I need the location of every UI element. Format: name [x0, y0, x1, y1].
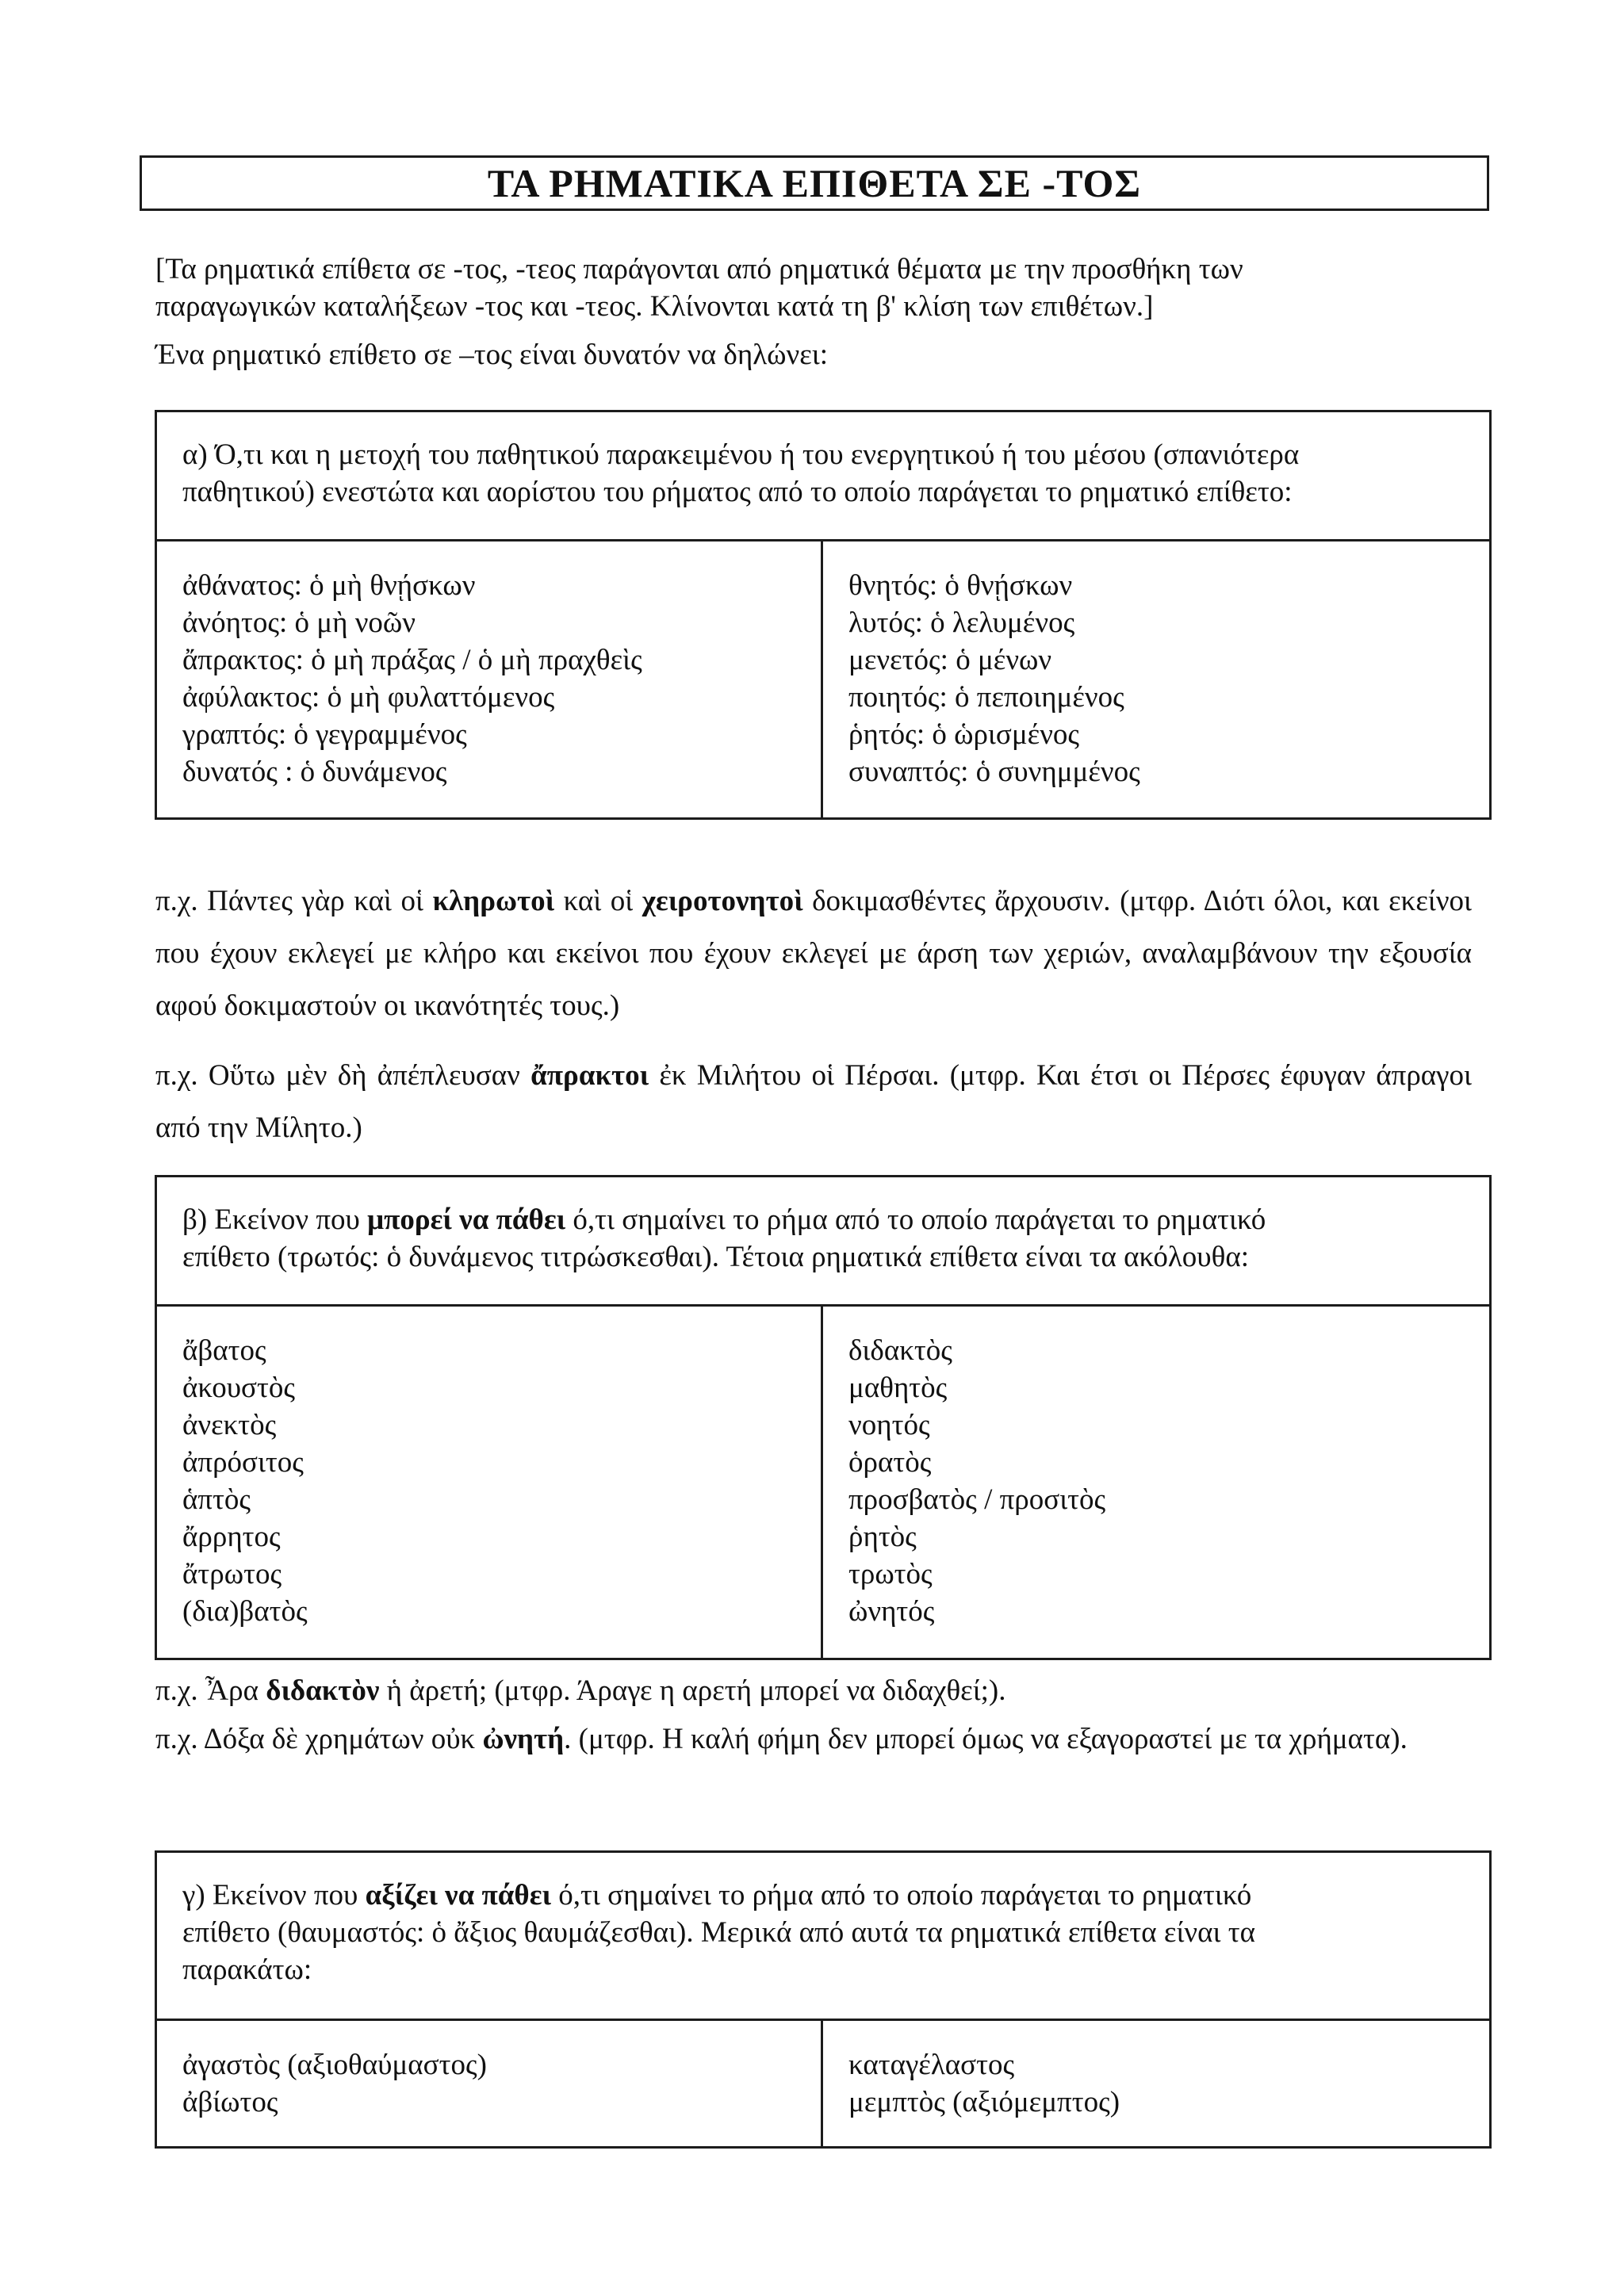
- list-item: (δια)βατὸς: [182, 1595, 308, 1628]
- list-item: ὠνητός: [848, 1595, 935, 1628]
- list-item: γραπτός: ὁ γεγραμμένος: [182, 718, 467, 751]
- intro-line-1: [Τα ρηματικά επίθετα σε -τος, -τεος παράγονται από ρηματικά θέματα με την προσθήκη των: [155, 253, 1243, 285]
- intro-line-3: Ένα ρηματικό επίθετο σε –τος είναι δυνατόν να δηλώνει:: [155, 339, 829, 371]
- list-item: ἀνόητος: ὁ μὴ νοῶν: [182, 607, 416, 639]
- list-item: θνητός: ὁ θνῄσκων: [848, 569, 1073, 602]
- section-a-right-column: [823, 541, 1489, 817]
- list-item: ἀνεκτὸς: [182, 1409, 277, 1441]
- list-item: ποιητός: ὁ πεποιημένος: [848, 681, 1124, 714]
- example-3-paragraph: π.χ. Ἆρα διδακτὸν ἡ ἀρετή; (μτφρ. Άραγε η αρετή μπορεί να διδαχθεί;).: [155, 1674, 1006, 1707]
- list-item: ἀθάνατος: ὁ μὴ θνῄσκων: [182, 569, 476, 602]
- section-c-heading: γ) Εκείνον που αξίζει να πάθει ό,τι σημαίνει το ρήμα από το οποίο παράγεται το ρηματικό επίθετο (θαυμαστός: ὁ ἄξιος θαυμάζεσθαι). Μερικά από αυτά τα ρηματικά επίθετα είναι τα παρακάτω:: [157, 1853, 1489, 2021]
- section-b-right-column: [823, 1307, 1489, 1658]
- section-a-left-column: [157, 541, 823, 817]
- list-item: μενετός: ὁ μένων: [848, 644, 1052, 676]
- example-2-paragraph: π.χ. Οὕτω μὲν δὴ ἀπέπλευσαν ἄπρακτοι ἐκ Μιλήτου οἱ Πέρσαι. (μτφρ. Και έτσι οι Πέρσες έφυγαν άπραγοι από την Μίλητο.): [155, 1059, 1472, 1144]
- list-item: δυνατός : ὁ δυνάμενος: [182, 756, 447, 788]
- intro-line-2: παραγωγικών καταλήξεων -τος και -τεος. Κλίνονται κατά τη β' κλίση των επιθέτων.]: [155, 290, 1154, 323]
- list-item: ῥητὸς: [848, 1521, 917, 1553]
- section-c-left-column: [157, 2021, 823, 2146]
- list-item: ἄτρωτος: [182, 1558, 282, 1590]
- list-item: διδακτὸς: [848, 1334, 952, 1367]
- list-item: μεμπτὸς (αξιόμεμπτος): [848, 2086, 1120, 2118]
- list-item: συναπτός: ὁ συνημμένος: [848, 756, 1140, 788]
- intro-paragraph: [155, 251, 1503, 325]
- section-b-left-column: [157, 1307, 823, 1658]
- list-item: ἀφύλακτος: ὁ μὴ φυλαττόμενος: [182, 681, 555, 714]
- list-item: λυτός: ὁ λελυμένος: [848, 607, 1075, 639]
- list-item: ἀπρόσιτος: [182, 1446, 304, 1479]
- section-c-right-column: [823, 2021, 1489, 2146]
- list-item: ἄπρακτος: ὁ μὴ πράξας / ὁ μὴ πραχθεὶς: [182, 644, 642, 676]
- list-item: ἁπτὸς: [182, 1483, 251, 1516]
- list-item: ἄβατος: [182, 1334, 266, 1367]
- section-a-box: [155, 410, 1492, 820]
- list-item: ἀγαστὸς (αξιοθαύμαστος): [182, 2049, 487, 2081]
- list-item: ἄρρητος: [182, 1521, 281, 1553]
- section-a-heading: α) Ό,τι και η μετοχή του παθητικού παρακειμένου ή του ενεργητικού ή του μέσου (σπανιότερα παθητικού) ενεστώτα και αορίστου του ρήματος από το οποίο παράγεται το ρηματικό επίθετο:: [157, 412, 1489, 541]
- list-item: τρωτὸς: [848, 1558, 933, 1590]
- example-4-paragraph: π.χ. Δόξα δὲ χρημάτων οὐκ ὠνητή. (μτφρ. Η καλή φήμη δεν μπορεί όμως να εξαγοραστεί με τα χρήματα).: [155, 1723, 1408, 1755]
- list-item: καταγέλαστος: [848, 2049, 1015, 2081]
- section-b-heading: β) Εκείνον που μπορεί να πάθει ό,τι σημαίνει το ρήμα από το οποίο παράγεται το ρηματικό επίθετο (τρωτός: ὁ δυνάμενος τιτρώσκεσθαι). Τέτοια ρηματικά επίθετα είναι τα ακόλουθα:: [157, 1177, 1489, 1307]
- list-item: νοητός: [848, 1409, 930, 1441]
- section-c-box: [155, 1850, 1492, 2149]
- list-item: προσβατὸς / προσιτὸς: [848, 1483, 1106, 1516]
- list-item: ὁρατὸς: [848, 1446, 932, 1479]
- list-item: ἀβίωτος: [182, 2086, 278, 2118]
- section-b-box: [155, 1175, 1492, 1660]
- example-1-paragraph: π.χ. Πάντες γὰρ καὶ οἱ κληρωτοὶ καὶ οἱ χειροτονητοὶ δοκιμασθέντες ἄρχουσιν. (μτφρ. Διότι όλοι, και εκείνοι που έχουν εκλεγεί με κλήρο και εκείνοι που έχουν εκλεγεί με άρση των χεριών, αναλαμβάνουν την εξουσία αφού δοκιμαστούν οι ικανότητές τους.): [155, 885, 1472, 1022]
- page-title: ΤΑ ΡΗΜΑΤΙΚΑ ΕΠΙΘΕΤΑ ΣΕ -ΤΟΣ: [140, 155, 1489, 211]
- list-item: ἀκουστὸς: [182, 1372, 296, 1404]
- list-item: μαθητὸς: [848, 1372, 948, 1404]
- list-item: ῥητός: ὁ ὡρισμένος: [848, 718, 1080, 751]
